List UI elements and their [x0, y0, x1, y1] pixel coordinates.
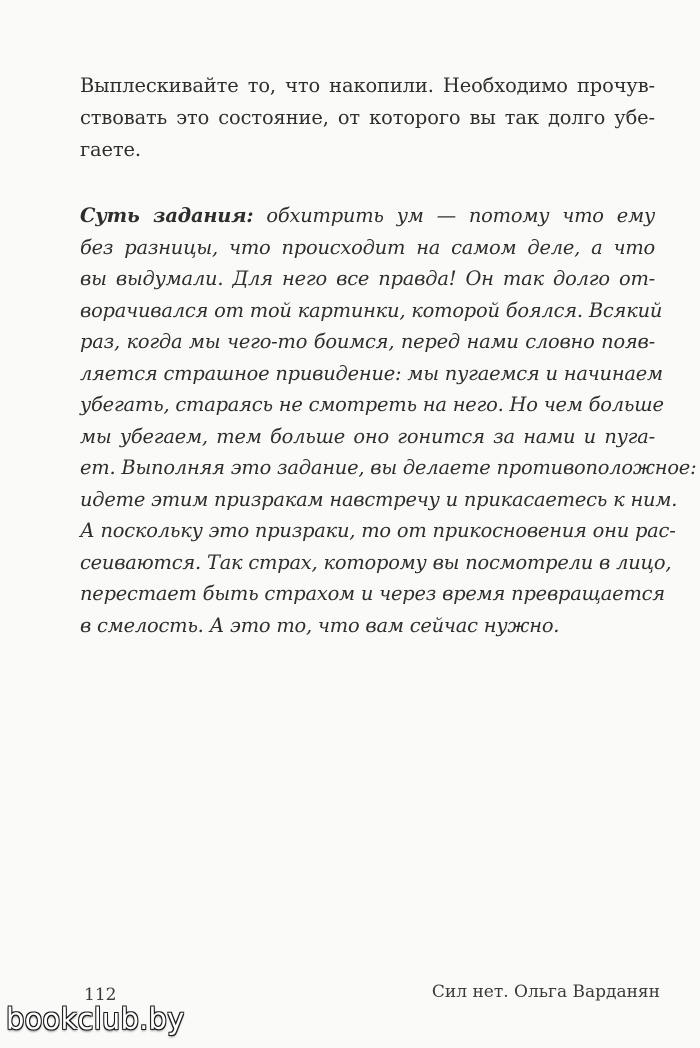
task-paragraph — [80, 200, 697, 641]
running-title: Сил нет. Ольга Варданян — [431, 982, 660, 1002]
text-line: Выплескивайте то, что накопили. Необходимо прочув- — [80, 74, 655, 97]
text-line: раз, когда мы чего-то боимся, перед нами словно появ- — [80, 330, 655, 353]
text-line: в смелость. А это то, что вам сейчас нужно. — [80, 613, 560, 637]
text-line: ляется страшное привидение: мы пугаемся и начинаем — [80, 361, 663, 385]
intro-paragraph — [80, 70, 655, 166]
text-line-rest: обхитрить ум — потому что ему — [253, 204, 655, 227]
task-label: Суть задания: — [80, 204, 254, 227]
text-line: ворачивался от той картинки, которой боялся. Всякий — [80, 298, 663, 322]
text-line — [80, 200, 655, 232]
text-line: идете этим призракам навстречу и прикасаетесь к ним. — [80, 487, 678, 511]
text-line: ствовать это состояние, от которого вы так долго убе- — [80, 106, 655, 129]
text-line: мы убегаем, тем больше оно гонится за нами и пуга- — [80, 424, 655, 448]
text-line: ет. Выполняя это задание, вы делаете противоположное: — [80, 456, 697, 479]
text-line: без разницы, что происходит на самом деле, а что — [80, 235, 655, 259]
text-line: гаете. — [80, 138, 141, 161]
text-line: А поскольку это призраки, то от прикосновения они рас- — [80, 519, 676, 542]
page-number: 112 — [84, 985, 117, 1005]
text-line: сеиваются. Так страх, которому вы посмотрели в лицо, — [80, 550, 672, 574]
text-line: вы выдумали. Для него все правда! Он так долго от- — [80, 267, 655, 290]
text-line: убегать, стараясь не смотреть на него. Но чем больше — [80, 393, 664, 416]
text-line: перестает быть страхом и через время превращается — [80, 582, 665, 605]
watermark: bookclub.by — [6, 1002, 185, 1036]
